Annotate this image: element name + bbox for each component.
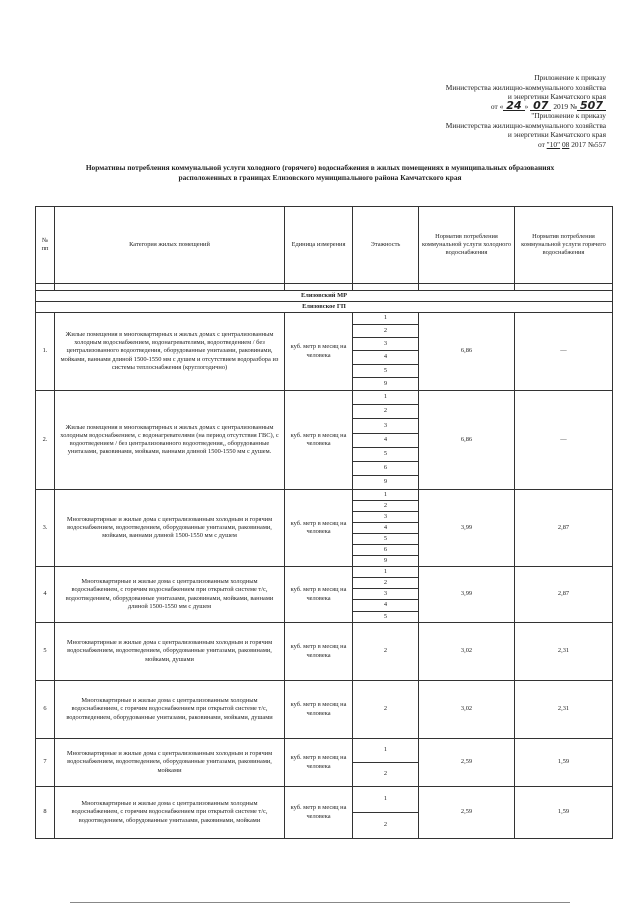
- floors-cell: 1: [353, 313, 419, 325]
- table-row: [36, 681, 613, 739]
- date-prefix: от: [537, 139, 545, 149]
- document-title: [20, 163, 620, 182]
- cold-water-norm: 3,99: [419, 567, 515, 623]
- column-header: Норматив потребления коммунальной услуги холодного водоснабжения: [419, 207, 515, 284]
- floors-cell: 3: [353, 419, 419, 434]
- cold-water-norm: 6,86: [419, 313, 515, 391]
- table-row: [36, 313, 613, 325]
- category-cell: Жилые помещения в многоквартирных и жилых домах с централизованным холодным водоснабжением, с водонагревателями (на период отсутствия ГВС), с водоотведением / без централизованного водоотведения,, оборудованные унитазами, раковинами, мойками, ваннами длиной 1500-1550 мм с душем.: [55, 391, 285, 490]
- cold-water-norm: 6,86: [419, 391, 515, 490]
- category-cell: Многоквартирные и жилые дома с централизованным холодным водоснабжением, с горячим водоснабжением при открытой системе т/с, водоотведением, оборудованные унитазами, раковинами, мойками, ваннами длиной 1500-1550 мм с душем: [55, 567, 285, 623]
- row-number: 6: [36, 681, 55, 739]
- cold-water-norm: 3,99: [419, 490, 515, 567]
- category-cell: Многоквартирные и жилые дома с централизованным холодным и горячим водоснабжением, водоотведением, оборудованные унитазами, раковинами, мойками, ваннами длиной 1500-1550 мм с душем: [55, 490, 285, 567]
- hot-water-norm: —: [515, 391, 613, 490]
- floors-cell: 9: [353, 378, 419, 391]
- table-header-row: [36, 207, 613, 284]
- unit-cell: куб. метр в месяц на человека: [285, 391, 353, 490]
- floors-cell: 2: [353, 405, 419, 419]
- unit-cell: куб. метр в месяц на человека: [285, 313, 353, 391]
- floors-cell: 9: [353, 476, 419, 490]
- date-day: "10": [546, 139, 561, 149]
- table-row: [36, 623, 613, 681]
- floors-cell: 1: [353, 739, 419, 763]
- floors-cell: 9: [353, 556, 419, 567]
- floors-cell: 1: [353, 391, 419, 405]
- floors-cell: 3: [353, 589, 419, 600]
- floors-cell: 4: [353, 600, 419, 612]
- table-row: [36, 391, 613, 405]
- floors-cell: 2: [353, 501, 419, 512]
- header-line: Приложение к приказу: [534, 73, 606, 82]
- cold-water-norm: 3,02: [419, 623, 515, 681]
- date-month: 08: [561, 139, 570, 149]
- handwritten-month: 07: [530, 102, 551, 111]
- unit-cell: куб. метр в месяц на человека: [285, 567, 353, 623]
- column-header: Категория жилых помещений: [55, 207, 285, 284]
- region-name: Елизовский МР: [36, 291, 613, 302]
- floors-cell: 2: [353, 578, 419, 589]
- unit-cell: куб. метр в месяц на человека: [285, 490, 353, 567]
- handwritten-day: 24: [503, 102, 524, 111]
- hot-water-norm: 2,87: [515, 567, 613, 623]
- category-cell: Многоквартирные и жилые дома с централизованным холодным и горячим водоснабжением, водоотведением, оборудованные унитазами, раковинами, мойками, душами: [55, 623, 285, 681]
- order-number: 557: [594, 139, 606, 149]
- column-header: Этажность: [353, 207, 419, 284]
- norms-table: [35, 206, 613, 839]
- title-line-1: Нормативы потребления коммунальной услуги холодного (горячего) водоснабжения в жилых помещениях в муниципальных образованиях: [85, 163, 555, 172]
- floors-cell: 4: [353, 523, 419, 534]
- header-line: Министерства жилищно-коммунального хозяйства: [445, 82, 606, 92]
- row-number: 3.: [36, 490, 55, 567]
- hot-water-norm: —: [515, 313, 613, 391]
- region-row: [36, 291, 613, 302]
- header-line: "Приложение к приказу: [531, 111, 606, 120]
- cold-water-norm: 2,59: [419, 787, 515, 839]
- floors-cell: 2: [353, 763, 419, 787]
- table-row: [36, 490, 613, 501]
- floors-cell: 2: [353, 325, 419, 338]
- floors-cell: 5: [353, 534, 419, 545]
- unit-cell: куб. метр в месяц на человека: [285, 739, 353, 787]
- floors-cell: 1: [353, 490, 419, 501]
- category-cell: Многоквартирные и жилые дома с централизованным холодным водоснабжением, с горячим водоснабжением при открытой системе т/с, водоотведением, оборудованные унитазами, раковинами, мойками, душами: [55, 681, 285, 739]
- row-number: 2.: [36, 391, 55, 490]
- floors-cell: 1: [353, 567, 419, 578]
- category-cell: Жилые помещения в многоквартирных и жилых домах с централизованным холодным водоснабжением, водонагревателями, водоотведением / без централизованного водоотведения, оборудованные унитазами, раковинами, мойками, ваннами длиной 1500-1550 мм с душем и отсутствием водоразбора из системы теплоснабжения (круглогодично): [55, 313, 285, 391]
- table-row: [36, 739, 613, 763]
- floors-cell: 5: [353, 448, 419, 462]
- floors-cell: 2: [353, 623, 419, 681]
- column-header: № пп: [36, 207, 55, 284]
- number-label: №: [569, 101, 578, 111]
- floors-cell: 6: [353, 462, 419, 476]
- floors-cell: 2: [353, 813, 419, 839]
- floors-cell: 2: [353, 681, 419, 739]
- floors-cell: 3: [353, 338, 419, 351]
- number-label: №: [587, 139, 595, 149]
- previous-order-date-line: [446, 140, 606, 150]
- unit-cell: куб. метр в месяц на человека: [285, 681, 353, 739]
- column-header: Норматив потребления коммунальной услуги горячего водоснабжения: [515, 207, 613, 284]
- unit-cell: куб. метр в месяц на человека: [285, 787, 353, 839]
- hot-water-norm: 2,87: [515, 490, 613, 567]
- floors-cell: 4: [353, 351, 419, 365]
- spacer-row: [36, 284, 613, 291]
- hot-water-norm: 2,31: [515, 681, 613, 739]
- column-header: Единица измерения: [285, 207, 353, 284]
- date-year: 2019: [553, 101, 569, 111]
- date-year: 2017: [571, 139, 586, 149]
- floors-cell: 5: [353, 365, 419, 378]
- category-cell: Многоквартирные и жилые дома с централизованным холодным водоснабжением, с горячим водоснабжением при открытой системе т/с, водоотведением, оборудованные унитазами, раковинами, мойками: [55, 787, 285, 839]
- header-line: Министерства жилищно-коммунального хозяйства: [445, 120, 606, 130]
- order-header: [446, 73, 606, 111]
- row-number: 4: [36, 567, 55, 623]
- cold-water-norm: 2,59: [419, 739, 515, 787]
- floors-cell: 5: [353, 612, 419, 623]
- title-line-2: расположенных в границах Елизовского муниципального района Камчатского края: [178, 172, 462, 182]
- row-number: 7: [36, 739, 55, 787]
- header-line: и энергетики Камчатского края: [507, 92, 606, 102]
- previous-order-header: [446, 111, 606, 149]
- category-cell: Многоквартирные и жилые дома с централизованным холодным и горячим водоснабжением, водоотведением, оборудованные унитазами, раковинами, мойками: [55, 739, 285, 787]
- settlement-row: [36, 302, 613, 313]
- row-number: 8: [36, 787, 55, 839]
- scan-edge-line: [70, 902, 570, 903]
- table-row: [36, 567, 613, 578]
- unit-cell: куб. метр в месяц на человека: [285, 623, 353, 681]
- hot-water-norm: 2,31: [515, 623, 613, 681]
- row-number: 1.: [36, 313, 55, 391]
- handwritten-order-number: 507: [577, 102, 606, 111]
- floors-cell: 3: [353, 512, 419, 523]
- cold-water-norm: 3,02: [419, 681, 515, 739]
- row-number: 5: [36, 623, 55, 681]
- floors-cell: 1: [353, 787, 419, 813]
- floors-cell: 6: [353, 545, 419, 556]
- settlement-name: Елизовское ГП: [36, 302, 613, 313]
- hot-water-norm: 1,59: [515, 739, 613, 787]
- date-prefix: от: [490, 101, 498, 111]
- table-row: [36, 787, 613, 813]
- header-line: и энергетики Камчатского края: [507, 130, 606, 140]
- floors-cell: 4: [353, 434, 419, 448]
- order-date-line: от « 24 » 07 2019 № 507: [446, 102, 606, 112]
- hot-water-norm: 1,59: [515, 787, 613, 839]
